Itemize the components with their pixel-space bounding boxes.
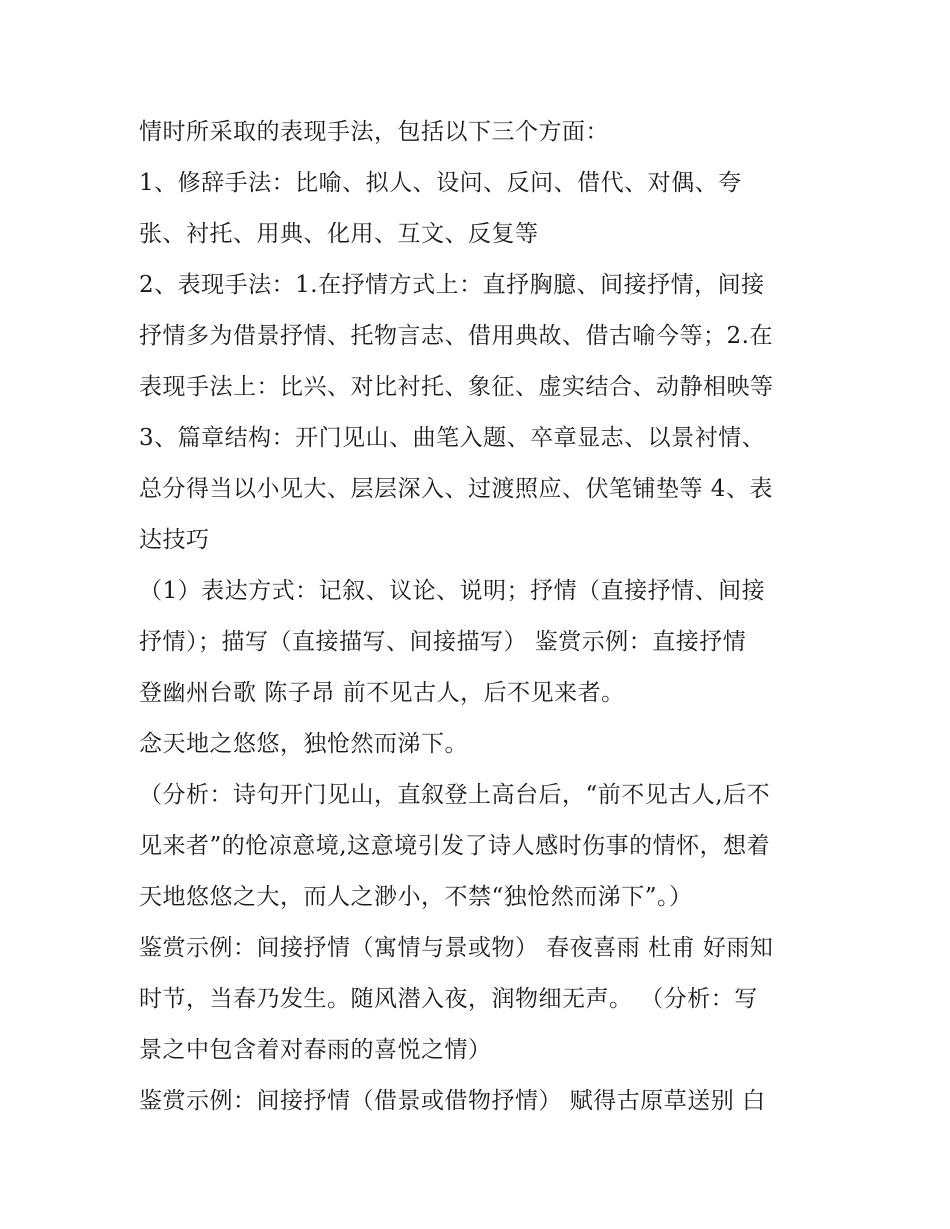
text-line: 抒情多为借景抒情、托物言志、借用典故、借古喻今等；2.在 bbox=[139, 323, 773, 349]
text-line: （分析：诗句开门见山，直叙登上高台后，“前不见古人,后不 bbox=[139, 782, 771, 808]
text-line: 鉴赏示例：间接抒情（寓情与景或物） 春夜喜雨 杜甫 好雨知 bbox=[139, 935, 774, 961]
text-line: 情时所采取的表现手法，包括以下三个方面： bbox=[139, 119, 609, 145]
text-line: 1、修辞手法：比喻、拟人、设问、反问、借代、对偶、夸 bbox=[139, 170, 742, 196]
text-line: 张、衬托、用典、化用、互文、反复等 bbox=[139, 221, 539, 247]
text-line: 3、篇章结构：开门见山、曲笔入题、卒章显志、以景衬情、 bbox=[139, 425, 766, 451]
text-line: 抒情）；描写（直接描写、间接描写） 鉴赏示例：直接抒情 bbox=[139, 629, 747, 655]
text-line: 总分得当以小见大、层层深入、过渡照应、伏笔铺垫等 4、表 bbox=[139, 476, 773, 502]
text-line: 见来者”的怆凉意境,这意境引发了诗人感时伤事的情怀，想着 bbox=[139, 833, 771, 859]
text-line: 达技巧 bbox=[139, 527, 210, 553]
text-line: 天地悠悠之大，而人之渺小，不禁“独怆然而涕下”。） bbox=[139, 884, 693, 910]
text-line: （1）表达方式：记叙、议论、说明；抒情（直接抒情、间接 bbox=[139, 578, 766, 604]
text-line: 时节，当春乃发生。随风潜入夜，润物细无声。 （分析：写 bbox=[139, 986, 758, 1012]
text-line: 表现手法上：比兴、对比衬托、象征、虚实结合、动静相映等 bbox=[139, 374, 774, 400]
text-line: 念天地之悠悠，独怆然而涕下。 bbox=[139, 731, 468, 757]
document-body bbox=[139, 109, 819, 1129]
text-line: 鉴赏示例：间接抒情（借景或借物抒情） 赋得古原草送别 白 bbox=[139, 1088, 766, 1114]
text-line: 登幽州台歌 陈子昂 前不见古人，后不见来者。 bbox=[139, 680, 625, 706]
text-line: 景之中包含着对春雨的喜悦之情） bbox=[139, 1037, 492, 1063]
text-line: 2、表现手法：1.在抒情方式上：直抒胸臆、间接抒情，间接 bbox=[139, 272, 765, 298]
